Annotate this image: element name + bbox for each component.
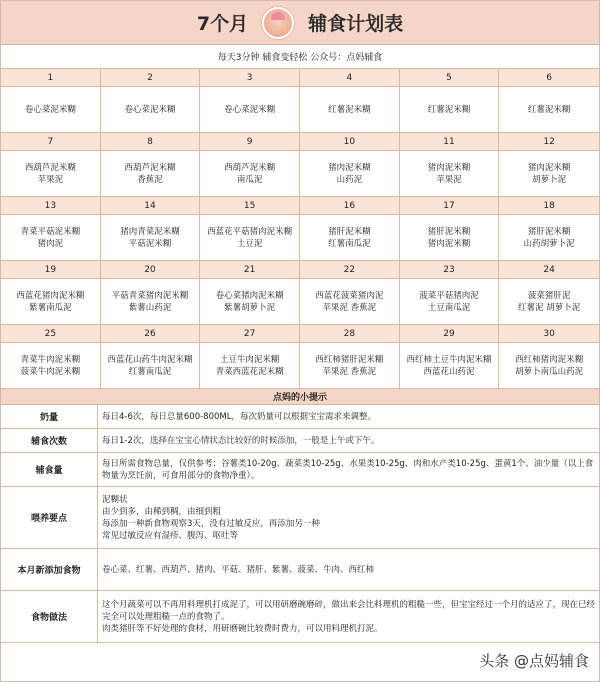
day-number: 23 [400,261,500,279]
food-line: 苹果泥 香蕉泥 [322,366,377,377]
food-line: 菠菜牛肉泥米糊 [20,366,81,377]
day-number: 1 [1,69,101,87]
day-food-cell [101,151,201,197]
day-number: 19 [1,261,101,279]
tip-content [98,405,599,428]
tip-row [1,405,599,429]
day-food-cell [499,151,599,197]
food-line: 西蓝花山药泥 [423,366,475,377]
day-number: 13 [1,197,101,215]
food-line: 红薯泥米糊 [527,104,571,115]
food-line: 青菜牛肉泥米糊 [20,354,81,365]
day-number: 14 [101,197,201,215]
day-food-cell [300,279,400,325]
food-line: 香蕉泥 [137,174,163,185]
food-line: 红薯泥米糊 [328,104,371,115]
tip-line: 卷心菜、红薯、西葫芦、猪肉、平菇、猪肝、紫薯、菠菜、牛肉、西红柿 [102,564,375,575]
tip-row [1,591,599,643]
food-line: 平菇青菜猪肉泥米糊 [111,290,189,301]
tip-line: 常见过敏反应有湿疹、腹泻、呕吐等 [102,530,239,541]
food-line: 紫薯山药泥 [128,302,172,313]
food-line: 红薯泥米糊 [427,104,471,115]
food-line: 红薯南瓜泥 [128,366,172,377]
day-number: 27 [200,325,300,343]
day-number: 16 [300,197,400,215]
day-food-cell [1,215,101,261]
day-number: 15 [200,197,300,215]
day-food-cell [300,215,400,261]
day-number: 17 [400,197,500,215]
tip-row [1,429,599,453]
food-line: 卷心菜泥米糊 [224,104,276,115]
day-food-cell [1,87,101,133]
food-line: 猪肉泥米糊 [427,162,471,173]
day-food-cell [200,151,300,197]
food-line: 西红柿猪肉泥米糊 [515,354,584,365]
food-line: 西蓝花山药牛肉泥米糊 [107,354,193,365]
food-line: 苹果泥 [436,174,462,185]
tip-content [98,487,599,548]
food-line: 南瓜泥 [236,174,263,185]
food-line: 青菜平菇泥米糊 [20,226,81,237]
day-number: 21 [200,261,300,279]
food-line: 卷心菜泥米糊 [124,104,176,115]
food-line: 西葫芦泥米糊 [224,162,276,173]
tip-label: 辅食次数 [1,429,98,452]
food-line: 菠菜猪肝泥 [527,290,571,301]
day-number: 7 [1,133,101,151]
day-number: 4 [300,69,400,87]
food-line: 猪肝泥米糊 [427,226,471,237]
day-food-cell [101,215,201,261]
tip-line: 每日1-2次，选择在宝宝心情状态比较好的时候添加，一般是上午或下午。 [102,435,380,446]
day-food-cell [101,279,201,325]
food-line: 土豆牛肉泥米糊 [219,354,280,365]
tip-line: 由少到多，由稀到稠，由细到粗 [102,506,222,517]
food-line: 猪肉青菜泥米糊 [120,226,180,237]
tip-content [98,429,599,452]
tip-label: 本月新添加食物 [1,549,98,590]
food-line: 紫薯胡萝卜泥 [224,302,276,313]
day-number: 30 [499,325,599,343]
subtitle: 每天3分钟 辅食变轻松 公众号：点妈辅食 [1,45,599,69]
day-food-cell [1,279,101,325]
day-food-cell [499,215,599,261]
day-food-cell [200,343,300,389]
food-line: 西红柿土豆牛肉泥米糊 [406,354,492,365]
day-number: 6 [499,69,599,87]
day-food-cell [101,343,201,389]
food-line: 苹果泥 [37,174,64,185]
food-line: 菠菜平菇猪肉泥 [419,290,479,301]
tip-label: 辅食量 [1,453,98,486]
day-food-cell [300,151,400,197]
food-line: 胡萝卜南瓜山药泥 [515,366,584,377]
day-number: 18 [499,197,599,215]
tip-content [98,453,599,486]
baby-avatar-icon [262,7,294,39]
tip-row [1,549,599,591]
food-line: 土豆南瓜泥 [427,302,471,313]
food-line: 卷心菜泥米糊 [24,104,76,115]
food-line: 青菜西蓝花泥米糊 [215,366,284,377]
food-line: 猪肝泥米糊 [328,226,371,237]
day-food-cell [400,279,500,325]
title-text: 辅食计划表 [308,13,404,35]
day-food-cell [400,343,500,389]
food-line: 西葫芦泥米糊 [124,162,176,173]
day-number: 25 [1,325,101,343]
day-food-cell [400,151,500,197]
food-line: 苹果泥 香蕉泥 [322,302,377,313]
food-line: 西蓝花猪肉泥米糊 [16,290,85,301]
day-food-cell [300,343,400,389]
tip-label: 食物做法 [1,591,98,642]
day-number: 22 [300,261,400,279]
tip-line: 每日4-6次，每日总量600-800ML，每次奶量可以根据宝宝需求来调整。 [102,411,376,422]
food-line: 西红柿猪肝泥米糊 [315,354,384,365]
day-food-cell [1,343,101,389]
tip-line: 每日所需食物总量，仅供参考：谷薯类10-20g、蔬菜类10-25g、水果类10-25g、肉和水产类10-25g、蛋黄1个、油少量（以上食物量为烹饪前，可食用部分的食物净重）。 [102,458,594,481]
day-food-cell [300,87,400,133]
food-line: 红薯泥 胡萝卜泥 [518,302,581,313]
day-food-cell [1,151,101,197]
day-number: 29 [400,325,500,343]
tip-row [1,487,599,549]
food-line: 紫薯南瓜泥 [29,302,72,313]
day-food-cell [200,279,300,325]
tip-line: 肉类猪肝等不好处理的食材，用研磨碗比较费时费力，可以用料理机打泥。 [102,623,383,634]
watermark: 头条 @点妈辅食 [479,652,589,670]
tips-header: 点妈的小提示 [1,389,599,405]
day-food-cell [400,87,500,133]
food-line: 猪肉泥米糊 [427,238,471,249]
food-line: 红薯南瓜泥 [328,238,371,249]
day-number: 24 [499,261,599,279]
day-number: 12 [499,133,599,151]
day-food-cell [101,87,201,133]
tip-line: 每添加一种新食物观察3天，没有过敏反应，再添加另一种 [102,518,320,529]
food-line: 山药泥 [336,174,363,185]
day-grid [1,69,599,389]
day-number: 2 [101,69,201,87]
tip-line: 这个月蔬菜可以不再用料理机打成泥了，可以用研磨碗磨碎，做出来会比料理机的粗糙一些，但宝宝经过一个月的适应了，现在已经完全可以处理粗糙一点的食物了。 [102,599,596,622]
day-number: 10 [300,133,400,151]
day-number: 5 [400,69,500,87]
food-line: 猪肉泥 [37,238,64,249]
food-line: 平菇泥米糊 [128,238,172,249]
day-food-cell [499,279,599,325]
food-line: 山药胡萝卜泥 [523,238,575,249]
day-number: 3 [200,69,300,87]
food-line: 西蓝花平菇猪肉泥米糊 [207,226,293,237]
day-number: 28 [300,325,400,343]
tip-row [1,453,599,487]
food-line: 猪肉泥米糊 [328,162,371,173]
day-food-cell [200,87,300,133]
day-food-cell [499,87,599,133]
food-line: 卷心菜猪肉泥米糊 [215,290,284,301]
day-number: 26 [101,325,201,343]
day-food-cell [400,215,500,261]
tip-content [98,591,599,642]
day-number: 20 [101,261,201,279]
tip-content [98,549,599,590]
tips-table [1,405,599,643]
tip-label: 喂养要点 [1,487,98,548]
food-line: 猪肉泥米糊 [527,162,571,173]
food-line: 猪肝泥米糊 [527,226,571,237]
tip-line: 泥糊状 [102,494,128,505]
day-number: 8 [101,133,201,151]
food-line: 西蓝花菠菜猪肉泥 [315,290,384,301]
day-number: 11 [400,133,500,151]
food-line: 西葫芦泥米糊 [24,162,76,173]
title-bar [1,1,599,45]
tip-label: 奶量 [1,405,98,428]
day-food-cell [200,215,300,261]
food-line: 胡萝卜泥 [532,174,567,185]
day-number: 9 [200,133,300,151]
food-line: 土豆泥 [236,238,263,249]
title-month: 7个月 [196,13,249,35]
day-food-cell [499,343,599,389]
